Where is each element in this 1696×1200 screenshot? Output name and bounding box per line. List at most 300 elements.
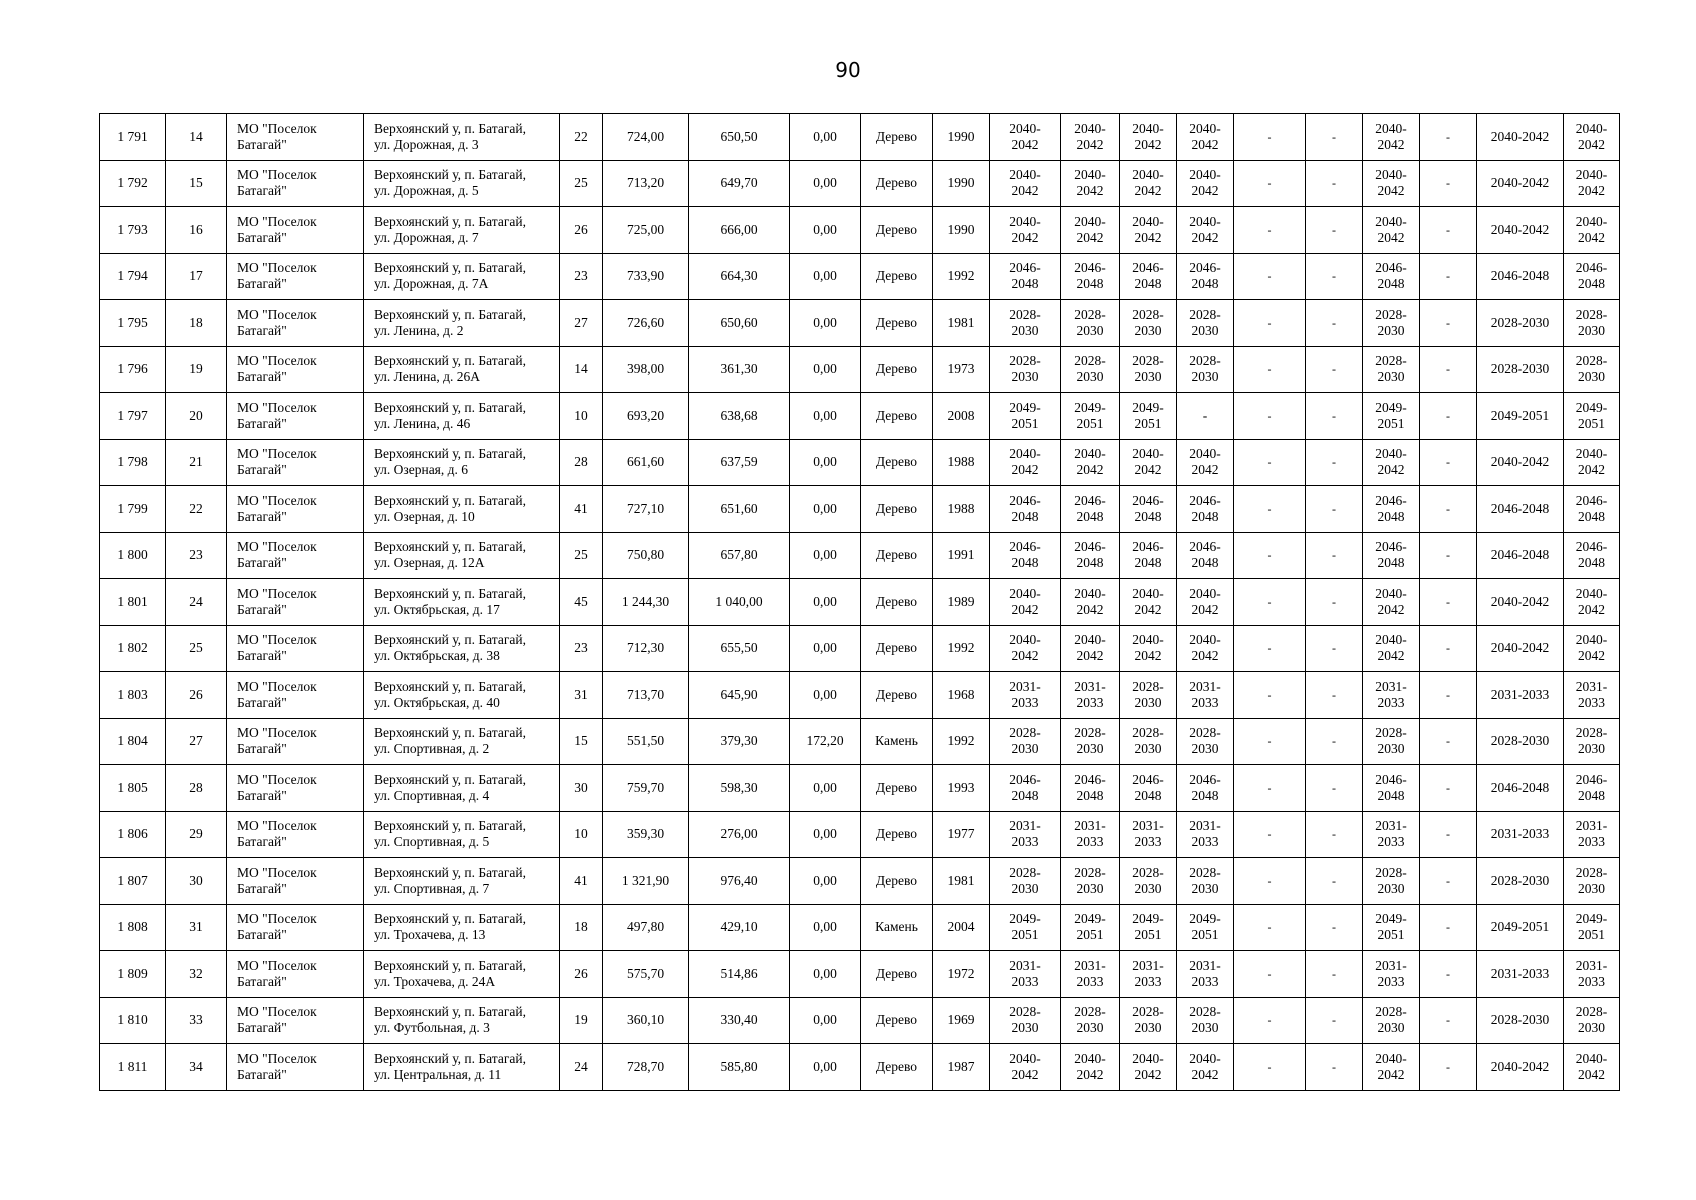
cell-wall-material: Дерево — [861, 160, 933, 207]
cell-period-6-line: 2030 — [1578, 1020, 1605, 1036]
cell-period-range: 2028-2030 — [1477, 718, 1564, 765]
cell-period-1 — [990, 904, 1061, 951]
cell-period-1 — [990, 718, 1061, 765]
cell-period-2-line: 2030 — [1076, 741, 1104, 757]
cell-living-area: 379,30 — [689, 718, 790, 765]
cell-period-6 — [1564, 579, 1620, 626]
cell-period-5-line: 2046- — [1375, 771, 1407, 787]
cell-dash-3: - — [1420, 997, 1477, 1044]
cell-period-range: 2046-2048 — [1477, 253, 1564, 300]
cell-area-3: 0,00 — [790, 160, 861, 207]
cell-period-4 — [1177, 207, 1234, 254]
cell-area-3: 0,00 — [790, 951, 861, 998]
cell-dash-2: - — [1306, 300, 1363, 347]
cell-municipality-line: МО "Поселок — [237, 306, 317, 322]
cell-period-5-line: 2042 — [1377, 601, 1405, 617]
cell-address-line: ул. Спортивная, д. 7 — [374, 880, 490, 896]
cell-registry-number: 1 802 — [100, 625, 166, 672]
cell-municipality-line: МО "Поселок — [237, 864, 317, 880]
cell-build-year: 1990 — [933, 114, 990, 161]
cell-registry-number: 1 804 — [100, 718, 166, 765]
cell-period-1 — [990, 439, 1061, 486]
cell-address — [364, 346, 560, 393]
table-row — [100, 858, 1620, 905]
cell-address-line: Верхоянский у, п. Батагай, — [374, 957, 526, 973]
cell-area-3: 0,00 — [790, 439, 861, 486]
cell-address-line: ул. Ленина, д. 2 — [374, 322, 464, 338]
cell-period-1 — [990, 346, 1061, 393]
cell-dash-1: - — [1234, 1044, 1306, 1091]
cell-total-area: 759,70 — [603, 765, 689, 812]
cell-registry-number: 1 805 — [100, 765, 166, 812]
cell-period-3 — [1120, 718, 1177, 765]
cell-registry-number: 1 800 — [100, 532, 166, 579]
cell-period-6-line: 2030 — [1578, 880, 1605, 896]
cell-total-area: 712,30 — [603, 625, 689, 672]
cell-period-2 — [1061, 997, 1120, 1044]
cell-municipality — [227, 532, 364, 579]
cell-registry-number: 1 798 — [100, 439, 166, 486]
cell-period-4 — [1177, 858, 1234, 905]
housing-registry-table — [99, 113, 1620, 1091]
cell-address-line: Верхоянский у, п. Батагай, — [374, 492, 526, 508]
cell-period-5-line: 2040- — [1375, 120, 1407, 136]
cell-period-4-line: 2033 — [1191, 973, 1219, 989]
cell-period-5 — [1363, 811, 1420, 858]
cell-period-6-line: 2028- — [1575, 353, 1608, 369]
cell-period-3-line: 2046- — [1132, 771, 1164, 787]
cell-period-4-line: - — [1202, 407, 1208, 423]
table-row — [100, 672, 1620, 719]
cell-period-2-line: 2048 — [1076, 787, 1104, 803]
cell-municipality-line: МО "Поселок — [237, 446, 317, 462]
cell-wall-material: Камень — [861, 718, 933, 765]
table-row — [100, 346, 1620, 393]
cell-period-5 — [1363, 579, 1420, 626]
cell-period-4-line: 2042 — [1191, 229, 1219, 245]
cell-dash-2: - — [1306, 160, 1363, 207]
cell-period-4 — [1177, 393, 1234, 440]
cell-municipality — [227, 672, 364, 719]
cell-period-6-line: 2028- — [1575, 306, 1608, 322]
cell-address-line: ул. Спортивная, д. 4 — [374, 787, 490, 803]
cell-address — [364, 207, 560, 254]
cell-address-line: Верхоянский у, п. Батагай, — [374, 585, 526, 601]
cell-address — [364, 904, 560, 951]
cell-registry-number: 1 793 — [100, 207, 166, 254]
cell-period-3-line: 2048 — [1134, 508, 1162, 524]
cell-total-area: 398,00 — [603, 346, 689, 393]
cell-dash-1: - — [1234, 114, 1306, 161]
cell-living-area: 645,90 — [689, 672, 790, 719]
cell-period-5-line: 2042 — [1377, 229, 1405, 245]
cell-address-line: ул. Спортивная, д. 2 — [374, 741, 490, 757]
cell-municipality-line: Батагай" — [237, 1066, 287, 1082]
cell-dash-2: - — [1306, 904, 1363, 951]
cell-period-1 — [990, 393, 1061, 440]
cell-period-2 — [1061, 253, 1120, 300]
cell-wall-material: Дерево — [861, 439, 933, 486]
cell-build-year: 1973 — [933, 346, 990, 393]
cell-period-5-line: 2040- — [1375, 1050, 1407, 1066]
cell-total-area: 551,50 — [603, 718, 689, 765]
cell-period-3 — [1120, 672, 1177, 719]
cell-municipality-line: Батагай" — [237, 880, 287, 896]
cell-period-2-line: 2031- — [1074, 818, 1106, 834]
cell-dash-1: - — [1234, 532, 1306, 579]
cell-address-line: ул. Озерная, д. 6 — [374, 462, 469, 478]
cell-municipality-line: МО "Поселок — [237, 678, 317, 694]
cell-period-3 — [1120, 393, 1177, 440]
cell-period-2 — [1061, 207, 1120, 254]
cell-wall-material: Дерево — [861, 346, 933, 393]
cell-period-5 — [1363, 858, 1420, 905]
cell-dash-1: - — [1234, 439, 1306, 486]
cell-wall-material: Дерево — [861, 207, 933, 254]
cell-residents: 10 — [560, 811, 603, 858]
cell-period-2-line: 2028- — [1074, 353, 1106, 369]
cell-municipality — [227, 997, 364, 1044]
cell-period-1-line: 2031- — [1009, 818, 1041, 834]
cell-address-line: ул. Дорожная, д. 7А — [374, 276, 489, 292]
cell-dash-3: - — [1420, 858, 1477, 905]
cell-period-6-line: 2051 — [1578, 927, 1605, 943]
cell-dash-3: - — [1420, 1044, 1477, 1091]
cell-dash-2: - — [1306, 346, 1363, 393]
cell-address-line: ул. Ленина, д. 46 — [374, 415, 471, 431]
cell-period-4-line: 2028- — [1189, 725, 1221, 741]
cell-period-3-line: 2042 — [1134, 183, 1162, 199]
cell-period-6 — [1564, 625, 1620, 672]
cell-period-range: 2046-2048 — [1477, 532, 1564, 579]
cell-build-year: 1981 — [933, 300, 990, 347]
cell-period-5-line: 2048 — [1377, 508, 1405, 524]
cell-period-6-line: 2031- — [1575, 678, 1608, 694]
cell-period-2-line: 2030 — [1076, 880, 1104, 896]
cell-period-4-line: 2049- — [1189, 911, 1221, 927]
cell-period-3 — [1120, 997, 1177, 1044]
cell-living-area: 637,59 — [689, 439, 790, 486]
cell-period-range: 2049-2051 — [1477, 393, 1564, 440]
cell-period-6-line: 2033 — [1578, 973, 1605, 989]
cell-period-4 — [1177, 346, 1234, 393]
cell-period-2 — [1061, 625, 1120, 672]
cell-item-number: 16 — [166, 207, 227, 254]
cell-period-1 — [990, 300, 1061, 347]
cell-period-6-line: 2030 — [1578, 741, 1605, 757]
cell-total-area: 724,00 — [603, 114, 689, 161]
cell-area-3: 0,00 — [790, 300, 861, 347]
cell-period-6-line: 2042 — [1578, 601, 1605, 617]
cell-period-5-line: 2046- — [1375, 539, 1407, 555]
cell-period-2-line: 2033 — [1076, 973, 1104, 989]
cell-period-1-line: 2031- — [1009, 957, 1041, 973]
cell-municipality — [227, 625, 364, 672]
cell-wall-material: Дерево — [861, 393, 933, 440]
cell-period-6 — [1564, 486, 1620, 533]
cell-living-area: 1 040,00 — [689, 579, 790, 626]
cell-period-3-line: 2051 — [1134, 927, 1162, 943]
cell-period-4 — [1177, 1044, 1234, 1091]
cell-build-year: 1987 — [933, 1044, 990, 1091]
cell-municipality-line: МО "Поселок — [237, 585, 317, 601]
cell-period-2 — [1061, 486, 1120, 533]
cell-address-line: Верхоянский у, п. Батагай, — [374, 1050, 526, 1066]
cell-address-line: ул. Октябрьская, д. 17 — [374, 601, 500, 617]
cell-period-2 — [1061, 1044, 1120, 1091]
cell-municipality-line: Батагай" — [237, 648, 287, 664]
cell-total-area: 727,10 — [603, 486, 689, 533]
cell-municipality — [227, 160, 364, 207]
cell-living-area: 598,30 — [689, 765, 790, 812]
cell-period-4-line: 2040- — [1189, 213, 1221, 229]
cell-period-3-line: 2040- — [1132, 632, 1164, 648]
cell-residents: 23 — [560, 625, 603, 672]
cell-period-3 — [1120, 439, 1177, 486]
cell-period-3-line: 2030 — [1134, 741, 1162, 757]
cell-dash-2: - — [1306, 1044, 1363, 1091]
cell-residents: 23 — [560, 253, 603, 300]
cell-build-year: 1989 — [933, 579, 990, 626]
cell-period-5 — [1363, 997, 1420, 1044]
cell-item-number: 14 — [166, 114, 227, 161]
cell-period-3 — [1120, 1044, 1177, 1091]
cell-dash-1: - — [1234, 858, 1306, 905]
cell-build-year: 1990 — [933, 207, 990, 254]
cell-period-2-line: 2033 — [1076, 834, 1104, 850]
cell-living-area: 649,70 — [689, 160, 790, 207]
cell-living-area: 650,60 — [689, 300, 790, 347]
cell-period-1-line: 2048 — [1011, 508, 1039, 524]
cell-period-2 — [1061, 579, 1120, 626]
cell-residents: 45 — [560, 579, 603, 626]
cell-address-line: ул. Спортивная, д. 5 — [374, 834, 490, 850]
cell-period-1-line: 2040- — [1009, 120, 1041, 136]
cell-period-2-line: 2033 — [1076, 694, 1104, 710]
cell-period-2 — [1061, 300, 1120, 347]
cell-period-5 — [1363, 625, 1420, 672]
cell-residents: 24 — [560, 1044, 603, 1091]
cell-period-3-line: 2028- — [1132, 353, 1164, 369]
cell-area-3: 172,20 — [790, 718, 861, 765]
cell-period-6-line: 2042 — [1578, 1066, 1605, 1082]
cell-period-6 — [1564, 532, 1620, 579]
cell-period-3-line: 2051 — [1134, 415, 1162, 431]
cell-period-range: 2028-2030 — [1477, 300, 1564, 347]
cell-period-4-line: 2030 — [1191, 880, 1219, 896]
cell-period-2-line: 2028- — [1074, 306, 1106, 322]
cell-item-number: 24 — [166, 579, 227, 626]
table-row — [100, 253, 1620, 300]
cell-period-1-line: 2051 — [1011, 415, 1039, 431]
cell-period-1 — [990, 486, 1061, 533]
cell-period-5-line: 2031- — [1375, 678, 1407, 694]
cell-period-5-line: 2030 — [1377, 369, 1405, 385]
cell-registry-number: 1 808 — [100, 904, 166, 951]
cell-period-3-line: 2046- — [1132, 539, 1164, 555]
cell-period-1-line: 2040- — [1009, 632, 1041, 648]
cell-period-3 — [1120, 160, 1177, 207]
cell-period-6 — [1564, 393, 1620, 440]
cell-build-year: 1988 — [933, 486, 990, 533]
cell-period-1 — [990, 625, 1061, 672]
cell-dash-3: - — [1420, 439, 1477, 486]
cell-address — [364, 114, 560, 161]
cell-period-4-line: 2028- — [1189, 864, 1221, 880]
cell-period-4-line: 2042 — [1191, 601, 1219, 617]
cell-build-year: 1968 — [933, 672, 990, 719]
cell-total-area: 1 244,30 — [603, 579, 689, 626]
cell-address-line: Верхоянский у, п. Батагай, — [374, 1004, 526, 1020]
cell-address — [364, 486, 560, 533]
cell-period-3-line: 2028- — [1132, 725, 1164, 741]
cell-municipality — [227, 951, 364, 998]
cell-period-3-line: 2040- — [1132, 213, 1164, 229]
cell-dash-2: - — [1306, 253, 1363, 300]
cell-period-5-line: 2033 — [1377, 973, 1405, 989]
cell-period-5-line: 2028- — [1375, 306, 1407, 322]
cell-period-3-line: 2030 — [1134, 369, 1162, 385]
cell-period-5-line: 2042 — [1377, 183, 1405, 199]
cell-build-year: 1993 — [933, 765, 990, 812]
cell-address — [364, 253, 560, 300]
cell-period-2-line: 2040- — [1074, 1050, 1106, 1066]
cell-municipality — [227, 114, 364, 161]
cell-area-3: 0,00 — [790, 579, 861, 626]
cell-address — [364, 997, 560, 1044]
cell-period-2-line: 2028- — [1074, 1004, 1106, 1020]
cell-municipality-line: МО "Поселок — [237, 353, 317, 369]
cell-period-range: 2046-2048 — [1477, 765, 1564, 812]
cell-period-5 — [1363, 1044, 1420, 1091]
cell-period-4-line: 2031- — [1189, 678, 1221, 694]
cell-period-3 — [1120, 532, 1177, 579]
cell-dash-2: - — [1306, 672, 1363, 719]
cell-period-4-line: 2033 — [1191, 834, 1219, 850]
cell-registry-number: 1 803 — [100, 672, 166, 719]
cell-period-6-line: 2040- — [1575, 167, 1608, 183]
cell-residents: 25 — [560, 532, 603, 579]
cell-build-year: 2008 — [933, 393, 990, 440]
cell-residents: 15 — [560, 718, 603, 765]
cell-period-4 — [1177, 114, 1234, 161]
cell-period-2 — [1061, 904, 1120, 951]
cell-period-5 — [1363, 765, 1420, 812]
cell-build-year: 1991 — [933, 532, 990, 579]
cell-address-line: ул. Озерная, д. 12А — [374, 555, 485, 571]
cell-municipality-line: Батагай" — [237, 741, 287, 757]
cell-address — [364, 160, 560, 207]
cell-dash-1: - — [1234, 951, 1306, 998]
cell-period-6-line: 2030 — [1578, 322, 1605, 338]
cell-address-line: Верхоянский у, п. Батагай, — [374, 771, 526, 787]
cell-item-number: 15 — [166, 160, 227, 207]
cell-living-area: 666,00 — [689, 207, 790, 254]
cell-dash-2: - — [1306, 997, 1363, 1044]
cell-period-3 — [1120, 951, 1177, 998]
cell-registry-number: 1 791 — [100, 114, 166, 161]
cell-period-6-line: 2028- — [1575, 864, 1608, 880]
cell-period-3 — [1120, 486, 1177, 533]
cell-period-6-line: 2040- — [1575, 585, 1608, 601]
cell-period-1 — [990, 997, 1061, 1044]
cell-municipality-line: МО "Поселок — [237, 1004, 317, 1020]
cell-period-4 — [1177, 532, 1234, 579]
cell-residents: 14 — [560, 346, 603, 393]
cell-period-2 — [1061, 672, 1120, 719]
cell-municipality-line: МО "Поселок — [237, 725, 317, 741]
cell-build-year: 1969 — [933, 997, 990, 1044]
cell-dash-2: - — [1306, 486, 1363, 533]
cell-residents: 27 — [560, 300, 603, 347]
cell-dash-3: - — [1420, 904, 1477, 951]
cell-period-5-line: 2028- — [1375, 725, 1407, 741]
table-row — [100, 904, 1620, 951]
cell-municipality-line: МО "Поселок — [237, 260, 317, 276]
cell-period-1-line: 2033 — [1011, 694, 1039, 710]
cell-period-4-line: 2048 — [1191, 508, 1219, 524]
cell-period-5 — [1363, 393, 1420, 440]
cell-period-4-line: 2028- — [1189, 306, 1221, 322]
cell-period-5 — [1363, 486, 1420, 533]
cell-period-5-line: 2042 — [1377, 1066, 1405, 1082]
cell-wall-material: Дерево — [861, 114, 933, 161]
cell-period-5-line: 2042 — [1377, 648, 1405, 664]
cell-build-year: 1988 — [933, 439, 990, 486]
cell-living-area: 976,40 — [689, 858, 790, 905]
cell-dash-1: - — [1234, 486, 1306, 533]
cell-period-6-line: 2051 — [1578, 415, 1605, 431]
cell-period-6 — [1564, 160, 1620, 207]
cell-period-1-line: 2031- — [1009, 678, 1041, 694]
cell-total-area: 750,80 — [603, 532, 689, 579]
cell-period-6-line: 2042 — [1578, 229, 1605, 245]
cell-period-1-line: 2049- — [1009, 911, 1041, 927]
cell-wall-material: Дерево — [861, 486, 933, 533]
cell-period-1-line: 2040- — [1009, 213, 1041, 229]
cell-period-3-line: 2046- — [1132, 260, 1164, 276]
cell-period-5 — [1363, 253, 1420, 300]
cell-period-2-line: 2030 — [1076, 322, 1104, 338]
cell-area-3: 0,00 — [790, 625, 861, 672]
cell-municipality-line: Батагай" — [237, 508, 287, 524]
cell-period-2-line: 2028- — [1074, 725, 1106, 741]
cell-period-4-line: 2051 — [1191, 927, 1219, 943]
cell-period-2-line: 2040- — [1074, 446, 1106, 462]
cell-period-4-line: 2028- — [1189, 353, 1221, 369]
cell-period-3 — [1120, 207, 1177, 254]
cell-period-6-line: 2046- — [1575, 260, 1608, 276]
cell-period-5 — [1363, 718, 1420, 765]
cell-period-6-line: 2030 — [1578, 369, 1605, 385]
cell-municipality — [227, 858, 364, 905]
cell-item-number: 20 — [166, 393, 227, 440]
cell-period-2-line: 2042 — [1076, 183, 1104, 199]
cell-build-year: 2004 — [933, 904, 990, 951]
cell-period-3-line: 2028- — [1132, 678, 1164, 694]
cell-dash-1: - — [1234, 160, 1306, 207]
cell-living-area: 429,10 — [689, 904, 790, 951]
cell-dash-3: - — [1420, 672, 1477, 719]
cell-period-5-line: 2033 — [1377, 694, 1405, 710]
cell-period-4-line: 2030 — [1191, 369, 1219, 385]
cell-period-3-line: 2042 — [1134, 1066, 1162, 1082]
cell-living-area: 276,00 — [689, 811, 790, 858]
cell-period-5-line: 2040- — [1375, 167, 1407, 183]
cell-period-5-line: 2042 — [1377, 136, 1405, 152]
cell-period-1-line: 2028- — [1009, 864, 1041, 880]
cell-period-4-line: 2031- — [1189, 818, 1221, 834]
